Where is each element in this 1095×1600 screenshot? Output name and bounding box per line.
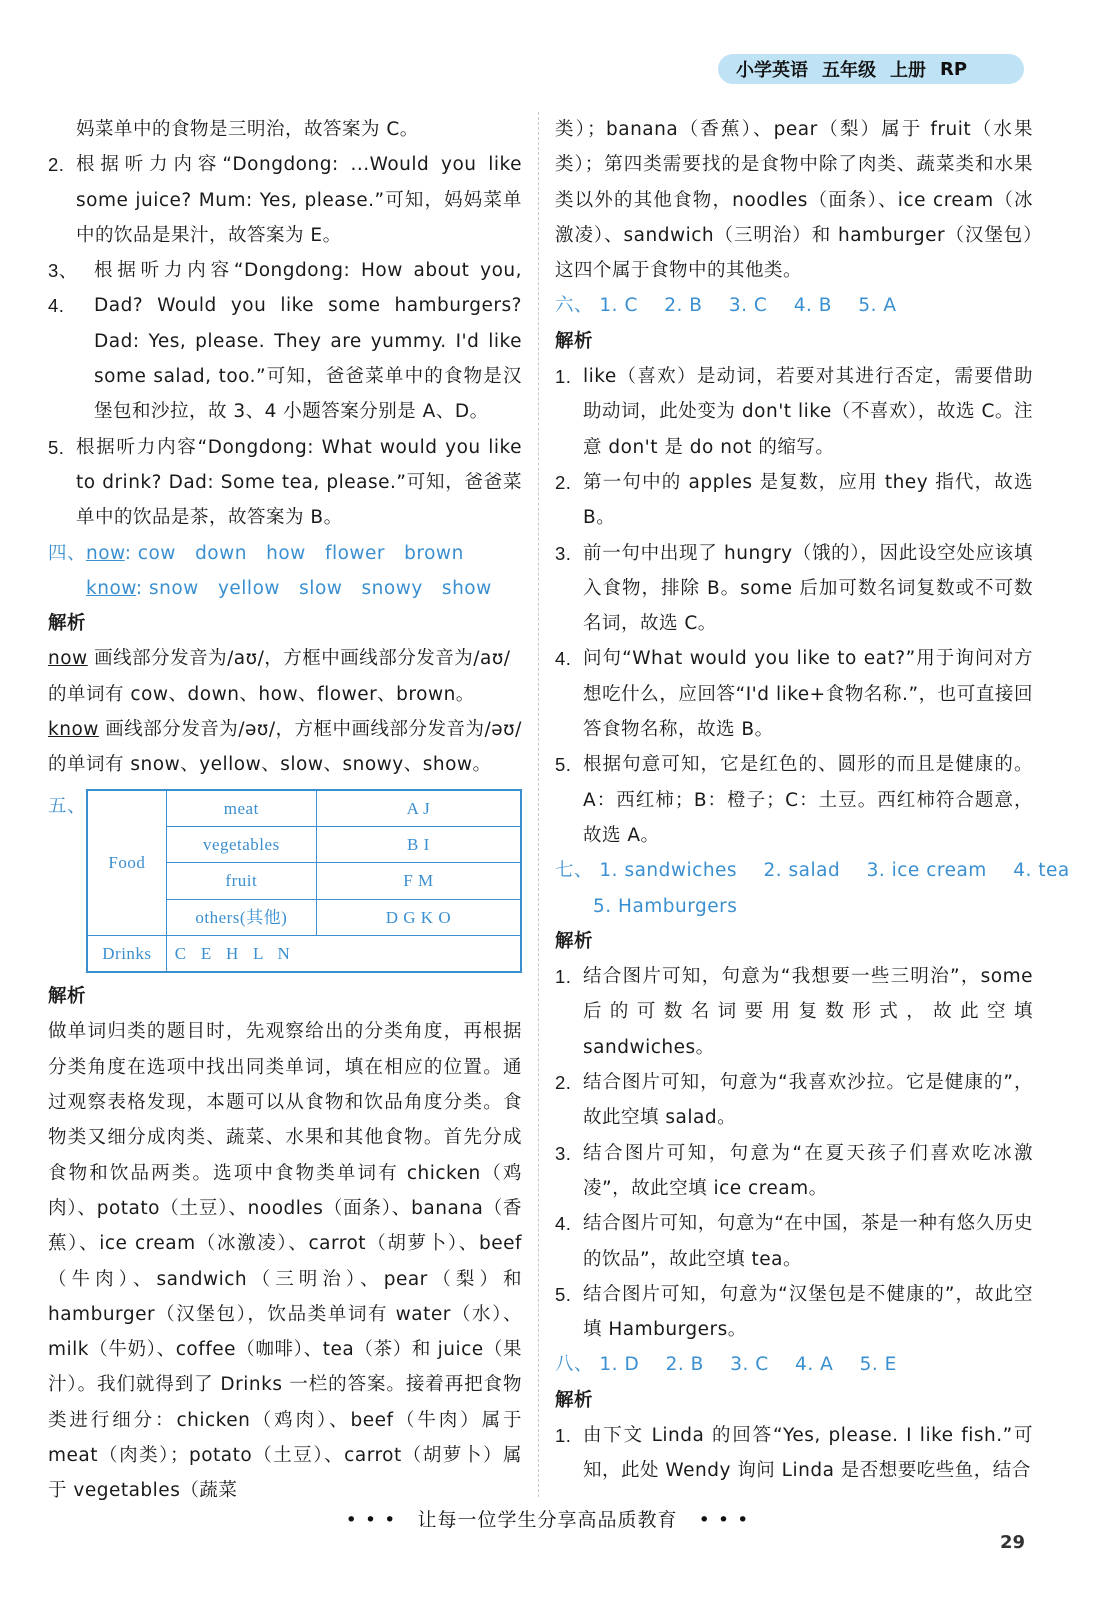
- header-subject: 小学英语: [736, 60, 808, 81]
- list-item: [555, 1206, 1033, 1277]
- left-column: [48, 112, 522, 1509]
- list-item: [555, 1277, 1033, 1348]
- answer: 3. C: [730, 1354, 769, 1376]
- list-item: [48, 430, 522, 536]
- sec4-explain-key-1: now: [48, 648, 88, 670]
- answer: 1. D: [599, 1354, 640, 1376]
- item-text: 根据听力内容“Dongdong: What would you like to drink? Dad: Some tea, please.”可知，爸爸菜单中的饮品是茶，故答案为 B。: [76, 436, 522, 529]
- item-number: 1.: [555, 366, 572, 388]
- answer: 3. C: [728, 295, 768, 317]
- list-item: [555, 536, 1033, 642]
- drinks-cell: Drinks: [87, 935, 166, 972]
- header-badge: [718, 54, 1024, 84]
- sec8-analysis-heading: 解析: [555, 1389, 594, 1411]
- item-number: 3、4.: [48, 260, 78, 317]
- sec4-row1-words: : cow down how flower brown: [124, 542, 464, 564]
- list-item: [48, 253, 522, 429]
- answer-cell: D G K O: [316, 899, 521, 935]
- right-para-0: 类）；banana（香蕉）、pear（梨）属于 fruit（水果类）；第四类需要找的是食物中除了肉类、蔬菜类和水果类以外的其他食物，noodles（面条）、ice cream（冰激凌）、sandwich（三明治）和 hamburger（汉堡包）这四个属于食物中的其他类。: [555, 119, 1033, 282]
- item-number: 4.: [555, 648, 572, 670]
- item-number: 1.: [555, 1424, 572, 1446]
- sec5-block: [48, 789, 522, 973]
- item-number: 5.: [48, 436, 65, 458]
- column-divider: [538, 112, 539, 1497]
- item-text: 根据听力内容“Dongdong: ...Would you like some juice? Mum: Yes, please.”可知，妈妈菜单中的饮品是果汁，故答案为 E。: [76, 154, 522, 246]
- category-cell: others(其他): [166, 899, 316, 935]
- sec6-analysis-heading: 解析: [555, 330, 594, 352]
- item-number: 3.: [555, 542, 572, 564]
- sec4-explain-key-2: know: [48, 719, 99, 741]
- answer: 5. Hamburgers: [593, 895, 738, 917]
- item-text: 根据听力内容“Dongdong: How about you, Dad? Would you like some hamburgers? Dad: Yes, please. They are yummy. I'd like some salad, too.”可知，爸爸菜单中的食物是汉堡包和沙拉，故 3、4 小题答案分别是 A、D。: [94, 260, 522, 423]
- sec4-explain-text-1: 画线部分发音为/aʊ/，方框中画线部分发音为/aʊ/的单词有 cow、down、how、flower、brown。: [48, 648, 511, 705]
- item-text: 结合图片可知，句意为“在夏天孩子们喜欢吃冰激凌”，故此空填 ice cream。: [583, 1142, 1033, 1199]
- sec6-label: 六、: [555, 295, 594, 317]
- item-text: 根据句意可知，它是红色的、圆形的而且是健康的。A：西红柿；B：橙子；C：土豆。西红柿符合题意，故选 A。: [583, 754, 1033, 846]
- item-number: 1.: [555, 966, 572, 988]
- category-cell: vegetables: [166, 826, 316, 862]
- list-item: [555, 359, 1033, 465]
- sec6-answers: [555, 288, 1033, 323]
- sec4-label: 四、: [48, 542, 87, 564]
- item-number: 5.: [555, 754, 572, 776]
- table-row: [87, 790, 521, 827]
- list-item: [555, 1418, 1033, 1489]
- list-item: [555, 1065, 1033, 1136]
- item-text: 结合图片可知，句意为“在中国，茶是一种有悠久历史的饮品”，故此空填 tea。: [583, 1213, 1033, 1270]
- item-number: 4.: [555, 1213, 572, 1235]
- list-item: [555, 747, 1033, 853]
- footer-slogan: • • • 让每一位学生分享高品质教育 • • •: [345, 1509, 750, 1531]
- food-table: [86, 789, 522, 973]
- item-text: 问句“What would you like to eat?”用于询问对方想吃什么，应回答“I'd like+食物名称.”，也可直接回答食物名称，故选 B。: [583, 648, 1033, 741]
- sec4-explain-1: [48, 641, 522, 712]
- item-text: 结合图片可知，句意为“我想要一些三明治”，some 后的可数名词要用复数形式，故此空填 sandwiches。: [583, 966, 1033, 1058]
- sec4-analysis-heading: 解析: [48, 613, 87, 635]
- answer: 5. E: [859, 1354, 897, 1376]
- sec7-answers-line2: [555, 889, 1033, 924]
- left-para-0: 妈菜单中的食物是三明治，故答案为 C。: [76, 119, 419, 140]
- answer: 2. salad: [763, 860, 841, 882]
- food-cell: Food: [87, 790, 166, 936]
- sec5-label: 五、: [48, 795, 87, 817]
- sec4-explain-2: [48, 712, 522, 783]
- list-item: [48, 147, 522, 253]
- drinks-answer-cell: C E H L N: [166, 935, 521, 972]
- item-text: 由下文 Linda 的回答“Yes, please. I like fish.”可知，此处 Wendy 询问 Linda 是否想要吃些鱼，结合: [583, 1424, 1033, 1482]
- answer: 4. B: [793, 295, 832, 317]
- item-text: 结合图片可知，句意为“汉堡包是不健康的”，故此空填 Hamburgers。: [583, 1283, 1033, 1341]
- category-cell: fruit: [166, 863, 316, 899]
- sec4-explain-text-2: 画线部分发音为/əʊ/，方框中画线部分发音为/əʊ/的单词有 snow、yellow、slow、snowy、show。: [48, 719, 522, 776]
- list-item: [555, 641, 1033, 747]
- answer: 3. ice cream: [866, 860, 987, 882]
- item-number: 3.: [555, 1142, 572, 1164]
- sec4-key-now: now: [86, 542, 125, 564]
- answer: 4. A: [795, 1354, 834, 1376]
- answer: 4. tea: [1013, 860, 1070, 882]
- item-number: 5.: [555, 1283, 572, 1305]
- answer: 2. B: [665, 1354, 704, 1376]
- item-text: 前一句中出现了 hungry（饿的），因此设空处应该填入食物，排除 B。some 后加可数名词复数或不可数名词，故选 C。: [583, 542, 1033, 635]
- header-grade: 五年级: [822, 60, 876, 81]
- sec4-answer-row-1: [48, 536, 522, 571]
- answer: 2. B: [664, 295, 703, 317]
- sec8-answers: [555, 1347, 1033, 1382]
- sec4-row2-words: : snow yellow slow snowy show: [135, 577, 492, 599]
- sec5-analysis-para: 做单词归类的题目时，先观察给出的分类角度，再根据分类角度在选项中找出同类单词，填在相应的位置。通过观察表格发现，本题可以从食物和饮品角度分类。食物类又细分成肉类、蔬菜、水果和其他食物。首先分成食物和饮品两类。选项中食物类单词有 chicken（鸡肉）、potato（土豆）、noodles（面条）、banana（香蕉）、ice cream（冰激凌）、carrot（胡萝卜）、beef（牛肉）、sandwich（三明治）、pear（梨）和 hamburger（汉堡包），饮品类单词有 water（水）、milk（牛奶）、coffee（咖啡）、tea（茶）和 juice（果汁）。我们就得到了 Drinks 一栏的答案。接着再把食物类进行细分：chicken（鸡肉）、beef（牛肉）属于 meat（肉类）；potato（土豆）、carrot（胡萝卜）属于 vegetables（蔬菜: [48, 1021, 522, 1502]
- answer: 1. C: [599, 295, 638, 317]
- item-text: like（喜欢）是动词，若要对其进行否定，需要借助助动词，此处变为 don't like（不喜欢），故选 C。注意 don't 是 do not 的缩写。: [583, 366, 1033, 458]
- sec4-key-know: know: [86, 577, 136, 599]
- list-item: [555, 959, 1033, 1065]
- list-item: [555, 465, 1033, 536]
- header-edition: RP: [940, 58, 968, 80]
- sec5-analysis-heading: 解析: [48, 986, 87, 1008]
- answer-cell: B I: [316, 826, 521, 862]
- sec4-answer-row-2: [48, 571, 522, 606]
- answer: 5. A: [858, 295, 897, 317]
- item-text: 第一句中的 apples 是复数，应用 they 指代，故选 B。: [583, 471, 1033, 529]
- item-number: 2.: [555, 471, 572, 493]
- answer-cell: F M: [316, 863, 521, 899]
- category-cell: meat: [166, 790, 316, 827]
- page-number: 29: [1000, 1532, 1026, 1553]
- sec7-answers: [555, 853, 1070, 888]
- item-number: 2.: [48, 154, 65, 176]
- sec7-analysis-heading: 解析: [555, 930, 594, 952]
- sec7-label: 七、: [555, 860, 594, 882]
- item-text: 结合图片可知，句意为“我喜欢沙拉。它是健康的”，故此空填 salad。: [583, 1072, 1033, 1129]
- right-column: [555, 112, 1070, 1489]
- header-volume: 上册: [890, 60, 926, 81]
- item-number: 2.: [555, 1072, 572, 1094]
- answer: 1. sandwiches: [599, 860, 738, 882]
- sec8-label: 八、: [555, 1354, 594, 1376]
- table-row: [87, 935, 521, 972]
- answer-cell: A J: [316, 790, 521, 827]
- list-item: [555, 1136, 1033, 1207]
